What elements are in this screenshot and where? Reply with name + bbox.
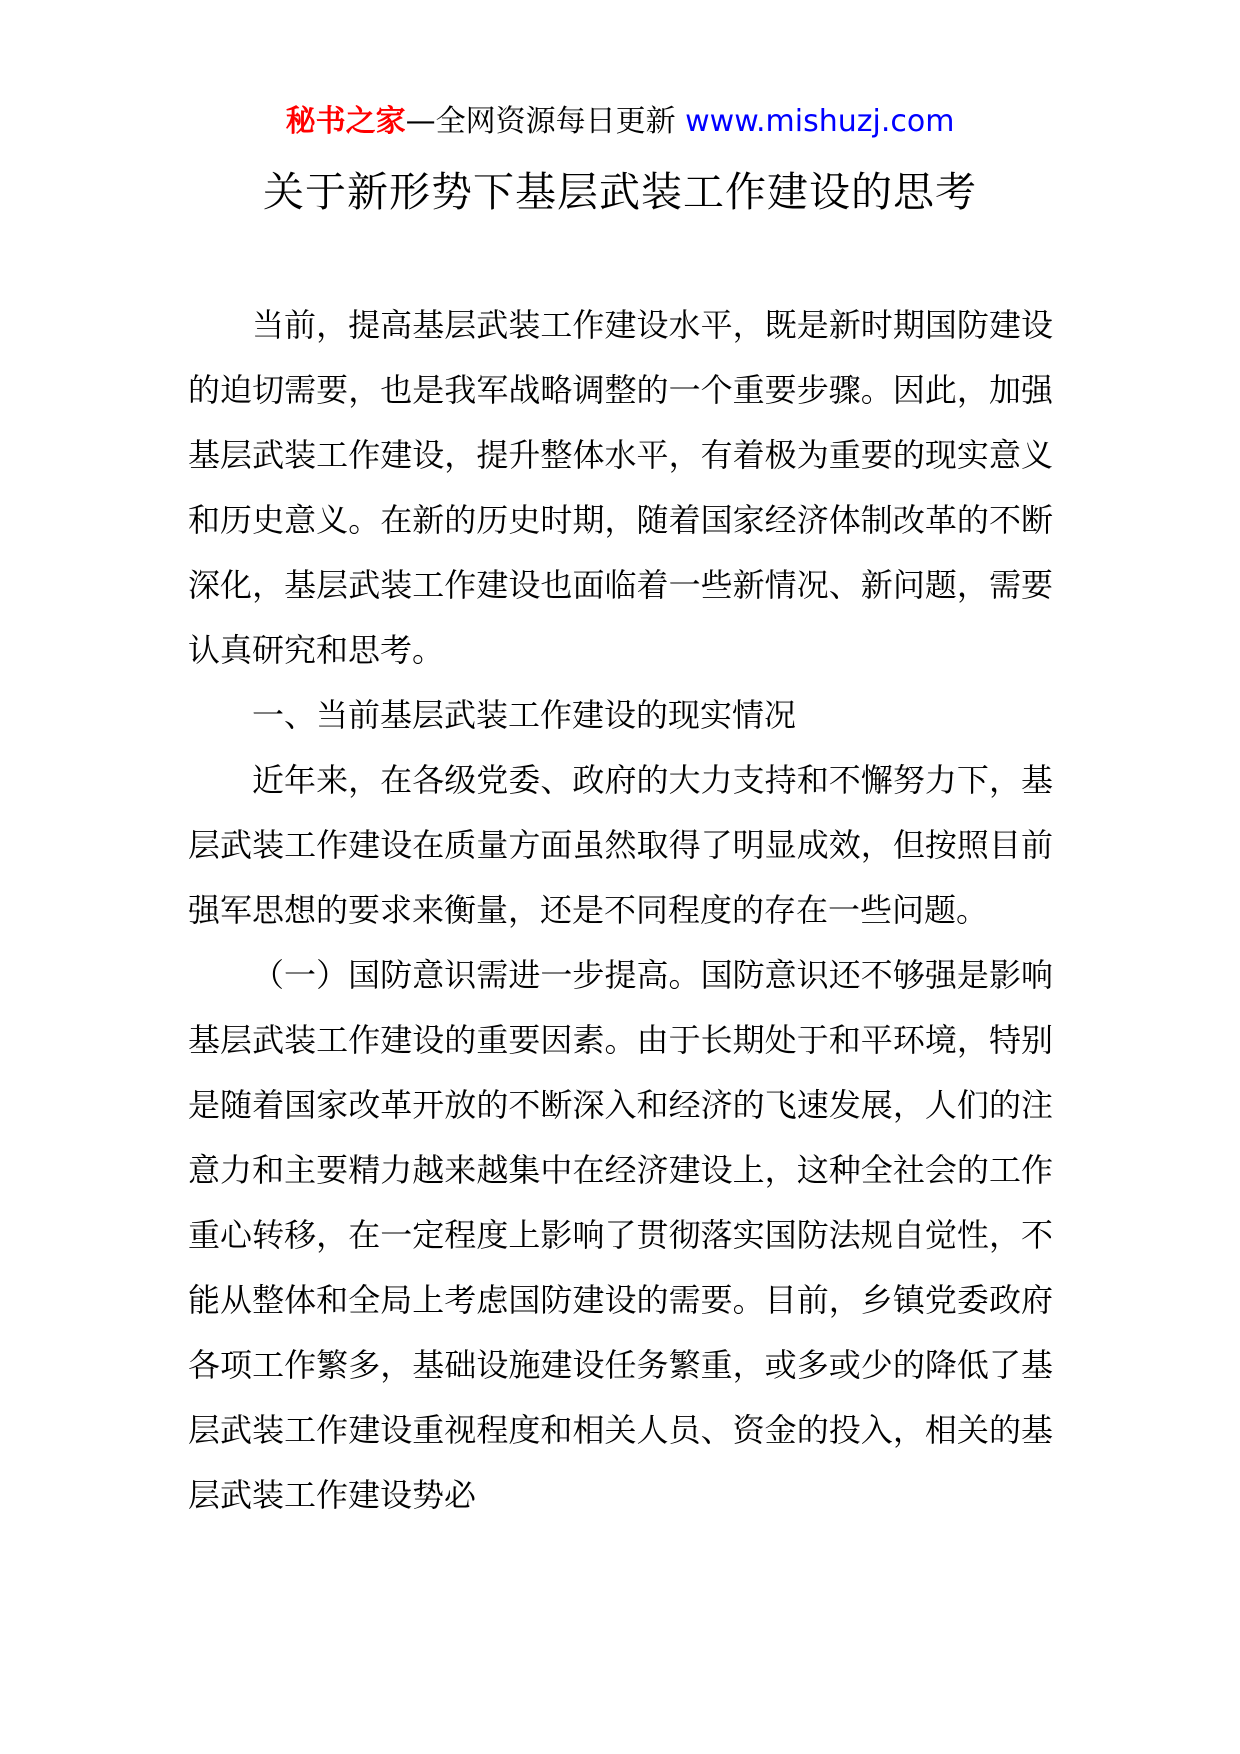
document-title: 关于新形势下基层武装工作建设的思考 (263, 168, 977, 216)
document-body (188, 293, 1053, 1528)
site-header (0, 100, 1240, 144)
paragraph-defense-awareness: （一）国防意识需进一步提高。国防意识还不够强是影响基层武装工作建设的重要因素。由于长期处于和平环境，特别是随着国家改革开放的不断深入和经济的飞速发展，人们的注意力和主要精力越来越集中在经济建设上，这种全社会的工作重心转移，在一定程度上影响了贯彻落实国防法规自觉性，不能从整体和全局上考虑国防建设的需要。目前，乡镇党委政府各项工作繁多，基础设施建设任务繁重，或多或少的降低了基层武装工作建设重视程度和相关人员、资金的投入，相关的基层武装工作建设势必 (188, 956, 1053, 1514)
site-url[interactable]: www.mishuzj.com (685, 104, 955, 139)
paragraph-situation: 近年来，在各级党委、政府的大力支持和不懈努力下，基层武装工作建设在质量方面虽然取得了明显成效，但按照目前强军思想的要求来衡量，还是不同程度的存在一些问题。 (188, 761, 1053, 929)
brand-name: 秘书之家 (285, 104, 406, 139)
paragraph-intro: 当前，提高基层武装工作建设水平，既是新时期国防建设的迫切需要，也是我军战略调整的一个重要步骤。因此，加强基层武装工作建设，提升整体水平，有着极为重要的现实意义和历史意义。在新的历史时期，随着国家经济体制改革的不断深化，基层武装工作建设也面临着一些新情况、新问题，需要认真研究和思考。 (188, 306, 1053, 669)
header-slogan: —全网资源每日更新 (405, 104, 676, 139)
section-heading-1: 一、当前基层武装工作建设的现实情况 (252, 696, 797, 734)
